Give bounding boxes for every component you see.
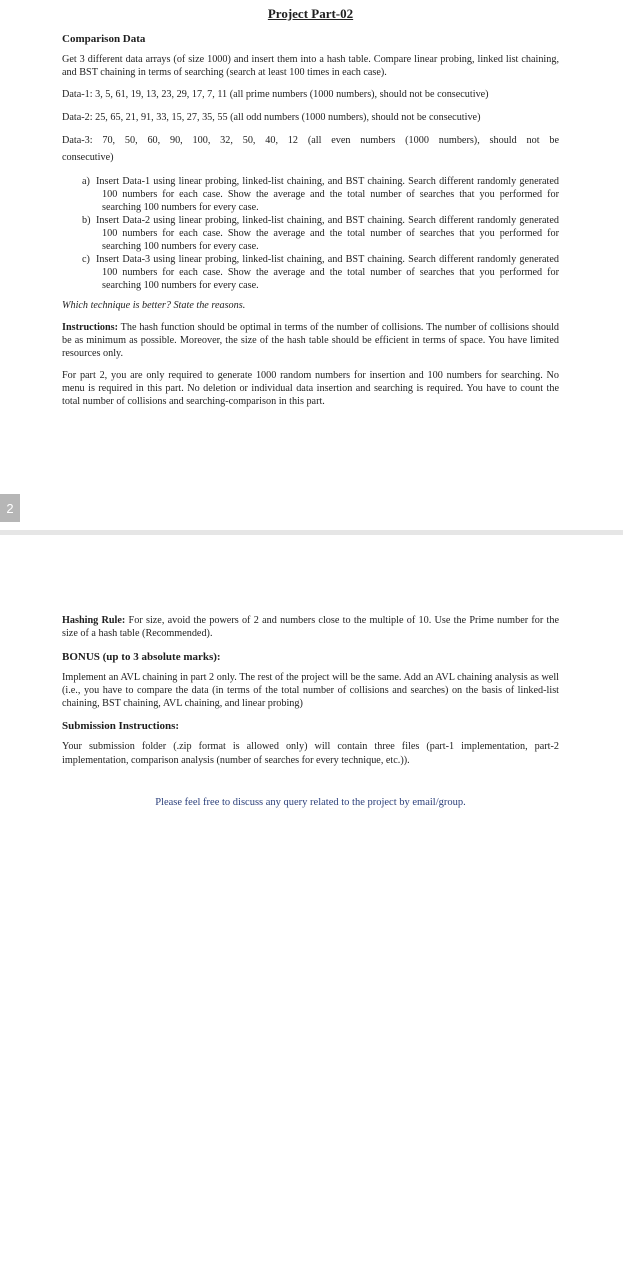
document-page-2 xyxy=(0,535,623,1280)
submission-paragraph: Your submission folder (.zip format is allowed only) will contain three files (part-1 implementation, part-2 implementation, comparison analysis (number of searches for every technique, etc.)). xyxy=(62,741,559,766)
question-line: Which technique is better? State the reasons. xyxy=(62,299,246,311)
page-2-content xyxy=(62,614,559,808)
task-marker: c) xyxy=(82,253,90,265)
task-list xyxy=(62,175,559,292)
comparison-heading: Comparison Data xyxy=(62,33,146,45)
part-2-paragraph: For part 2, you are only required to generate 1000 random numbers for insertion and 100 numbers for searching. No menu is required in this part. No deletion or individual data insertion and searching is required. You have to count the total number of collisions and searching-comparison in this part. xyxy=(62,369,559,408)
task-item-b xyxy=(62,214,559,253)
task-marker: a) xyxy=(82,175,90,187)
hashing-rule-label: Hashing Rule: xyxy=(62,615,126,626)
data-2-line: Data-2: 25, 65, 21, 91, 33, 15, 27, 35, 55 (all odd numbers (1000 numbers), should not be consecutive) xyxy=(62,111,481,123)
task-text: Insert Data-3 using linear probing, linked-list chaining, and BST chaining. Search different randomly generated 100 numbers for each case. Show the average and the total number of searches that you performed for searching 100 numbers for every case. xyxy=(96,253,559,291)
instructions-label: Instructions: xyxy=(62,321,119,333)
intro-paragraph: Get 3 different data arrays (of size 1000) and insert them into a hash table. Compare linear probing, linked list chaining, and BST chaining in terms of searching (search at least 100 times in each case). xyxy=(62,54,559,79)
task-item-c xyxy=(62,253,559,292)
task-marker: b) xyxy=(82,214,91,226)
page-1-content xyxy=(62,6,559,416)
page-number-tab[interactable]: 2 xyxy=(0,494,20,522)
task-item-a xyxy=(62,175,559,214)
task-text: Insert Data-1 using linear probing, linked-list chaining, and BST chaining. Search different randomly generated 100 numbers for each case. Show the average and the total number of searches that you performed for searching 100 numbers for every case. xyxy=(96,175,559,213)
submission-heading: Submission Instructions: xyxy=(62,720,180,733)
document-page-1 xyxy=(0,0,623,530)
hashing-rule-text: For size, avoid the powers of 2 and numbers close to the multiple of 10. Use the Prime number for the size of a hash table (Recommended). xyxy=(62,615,559,640)
instructions-paragraph xyxy=(62,321,559,361)
bonus-heading: BONUS (up to 3 absolute marks): xyxy=(62,650,221,663)
data-3-line: Data-3: 70, 50, 60, 90, 100, 32, 50, 40, 12 (all even numbers (1000 numbers), should not be xyxy=(62,135,559,146)
bonus-paragraph: Implement an AVL chaining in part 2 only. The rest of the project will be the same. Add an AVL chaining analysis as well (i.e., you have to compare the data (in terms of the total number of collisions and searches) on the basis of linked-list chaining, BST chaining, AVL chaining, and linear probing) xyxy=(62,671,559,709)
page-title: Project Part-02 xyxy=(267,6,354,21)
instructions-text: The hash function should be optimal in terms of the number of collisions. The number of collisions should be as minimum as possible. Moreover, the size of the hash table should be efficient in terms of space. You have limited resources only. xyxy=(62,321,559,360)
data-1-line: Data-1: 3, 5, 61, 19, 13, 23, 29, 17, 7, 11 (all prime numbers (1000 numbers), should not be consecutive) xyxy=(62,88,489,100)
data-3-line-continued: consecutive) xyxy=(62,152,114,164)
closing-note: Please feel free to discuss any query related to the project by email/group. xyxy=(155,796,466,808)
task-text: Insert Data-2 using linear probing, linked-list chaining, and BST chaining. Search different randomly generated 100 numbers for each case. Show the average and the total number of searches that you performed for searching 100 numbers for every case. xyxy=(96,214,559,252)
hashing-rule-paragraph xyxy=(62,614,559,641)
